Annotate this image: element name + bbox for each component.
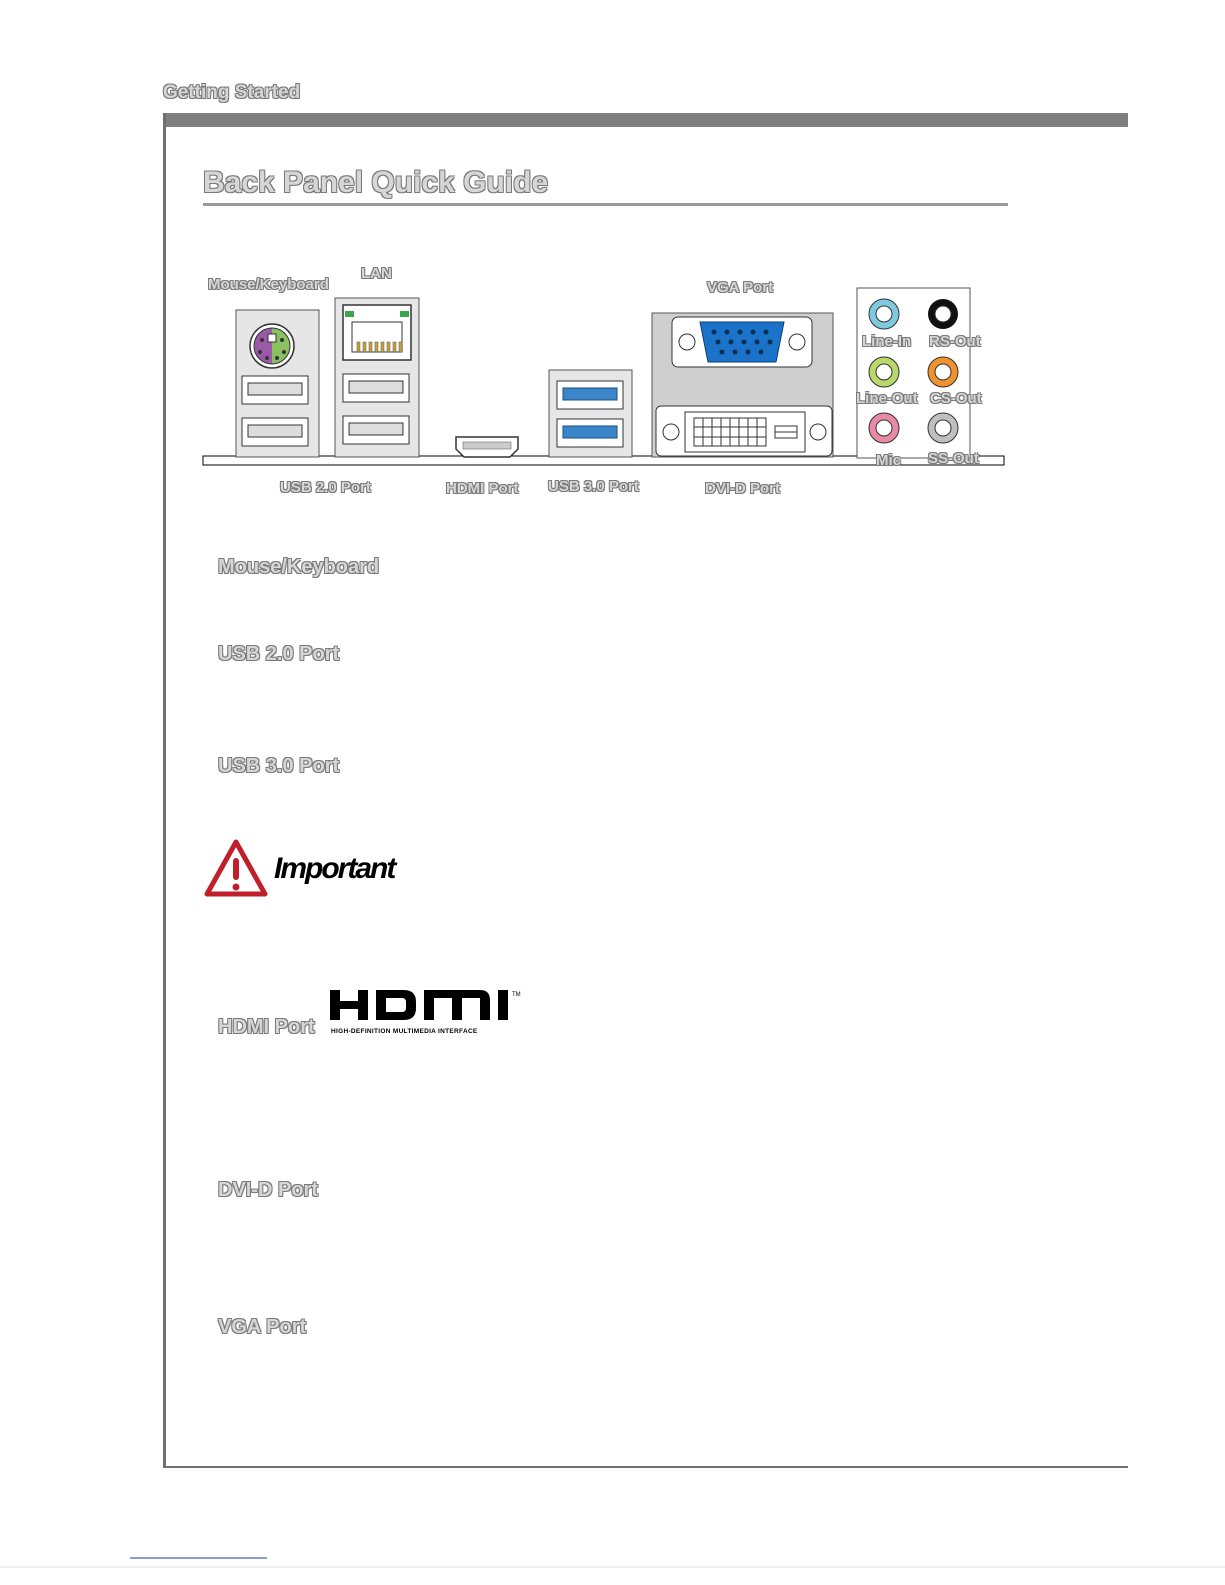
footer-strip [0, 1555, 1225, 1585]
ps2-usb-stack [236, 310, 319, 457]
warning-icon [203, 838, 269, 900]
audio-jack-plate [857, 288, 970, 458]
heading-mouse-keyboard: Mouse/Keyboard [218, 556, 380, 578]
label-rs-out: RS-Out [929, 333, 981, 350]
heading-usb2: USB 2.0 Port [218, 643, 340, 665]
heading-hdmi: HDMI Port [218, 1016, 315, 1038]
label-dvi: DVI-D Port [705, 480, 780, 497]
label-usb2: USB 2.0 Port [280, 479, 371, 496]
label-ss-out: SS-Out [928, 450, 979, 467]
heading-vga: VGA Port [218, 1316, 307, 1338]
label-mouse-keyboard: Mouse/Keyboard [208, 276, 329, 293]
label-cs-out: CS-Out [930, 390, 982, 407]
label-lan: LAN [361, 265, 392, 282]
label-mic: Mic [876, 452, 902, 469]
hdmi-logo-tagline: HIGH-DEFINITION MULTIMEDIA INTERFACE [331, 1028, 478, 1035]
section-label: Getting Started [163, 82, 301, 103]
label-hdmi: HDMI Port [446, 480, 519, 497]
svg-text:TM: TM [512, 992, 521, 998]
heading-usb3: USB 3.0 Port [218, 755, 340, 777]
bottom-rule [163, 1466, 1128, 1468]
back-panel-diagram [0, 0, 1225, 520]
label-vga: VGA Port [707, 279, 774, 296]
page-title: Back Panel Quick Guide [203, 166, 549, 199]
lan-usb-stack [335, 298, 419, 457]
label-usb3: USB 3.0 Port [548, 478, 639, 495]
label-line-out: Line-Out [856, 390, 918, 407]
usb3-stack [549, 370, 632, 457]
video-stack [652, 313, 833, 457]
heading-dvi: DVI-D Port [218, 1179, 318, 1201]
hdmi-connector [456, 437, 518, 457]
important-label: Important [274, 852, 395, 885]
label-line-in: Line-In [862, 333, 912, 350]
